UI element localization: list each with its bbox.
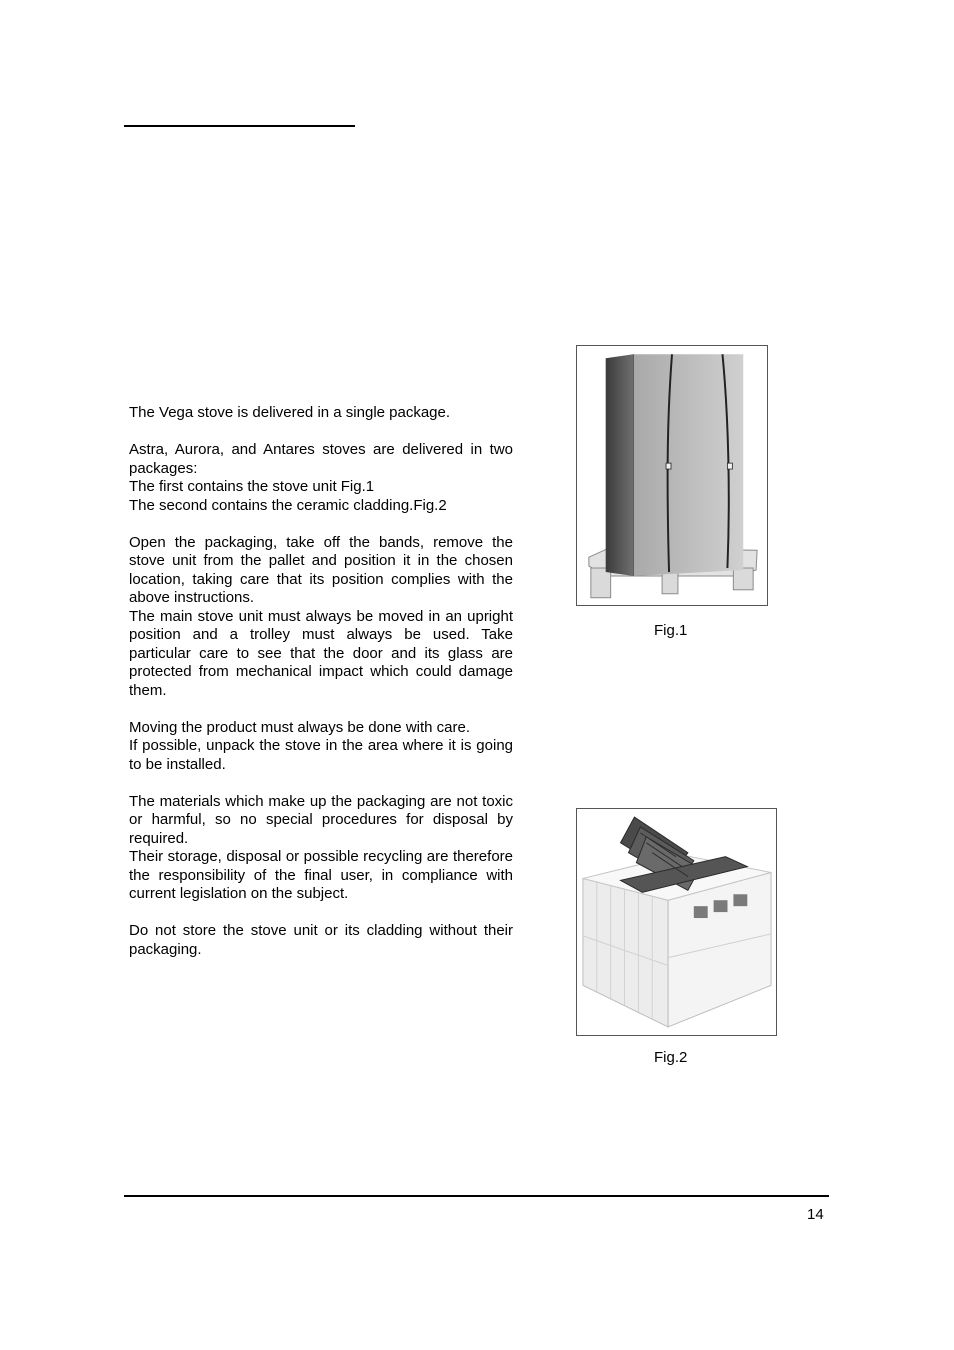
figure-2-caption: Fig.2 (654, 1049, 688, 1066)
paragraph-line: The main stove unit must always be moved in an upright position and a trolley must always be used. Take particular care to see that the door and its glass are protected from mechanical impact which could damage them. (129, 607, 513, 699)
paragraph-line: The first contains the stove unit Fig.1 (129, 478, 375, 495)
paragraph-vega (129, 404, 513, 423)
paragraph-unpacking (129, 534, 513, 701)
footer-rule (124, 1195, 829, 1197)
page-number: 14 (807, 1206, 824, 1223)
paragraph-line: Astra, Aurora, and Antares stoves are delivered in two packages: (129, 441, 513, 477)
paragraph-moving (129, 719, 513, 775)
paragraph-line: The materials which make up the packaging are not toxic or harmful, so no special procedures for disposal by required. (129, 792, 513, 847)
paragraph-line: The second contains the ceramic cladding.Fig.2 (129, 496, 447, 514)
paragraph-line: The Vega stove is delivered in a single package. (129, 404, 451, 421)
paragraph-materials (129, 793, 513, 904)
paragraph-line: Do not store the stove unit or its cladding without their packaging. (129, 922, 513, 958)
figure-stove-package (576, 345, 768, 606)
figure-1-caption: Fig.1 (654, 622, 688, 639)
figure-ceramic-cladding-package (576, 808, 777, 1036)
paragraph-line: If possible, unpack the stove in the area where it is going to be installed. (129, 737, 513, 773)
paragraph-line: Their storage, disposal or possible recycling are therefore the responsibility of the final user, in compliance with current legislation on the subject. (129, 848, 513, 902)
body-text (129, 404, 513, 978)
cladding-package-illustration (577, 809, 776, 1035)
stove-package-illustration (577, 346, 767, 605)
paragraph-line: Moving the product must always be done with care. (129, 718, 471, 736)
paragraph-packages (129, 441, 513, 515)
paragraph-storage (129, 922, 513, 959)
paragraph-line: Open the packaging, take off the bands, remove the stove unit from the pallet and position it in the chosen location, taking care that its position complies with the above instructions. (129, 533, 513, 606)
header-rule (124, 125, 355, 127)
